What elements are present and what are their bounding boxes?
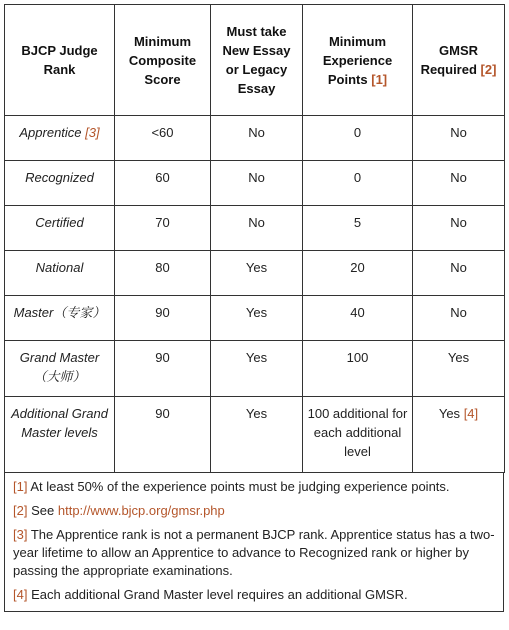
gmsr-link[interactable]: http://www.bjcp.org/gmsr.php [57,503,225,518]
table-header-row [5,5,505,116]
points-cell: 20 [303,251,413,296]
points-cell: 40 [303,296,413,341]
header-gmsr [413,5,505,116]
gmsr-label: Yes [438,406,461,421]
header-points-ref[interactable]: [1] [371,71,388,87]
footnote-text: The Apprentice rank is not a permanent BJCP rank. Apprentice status has a two-year lifetime to allow an Apprentice to advance to Recognized rank or higher by passing the appropriate examinations. [13,527,495,578]
header-rank: BJCP Judge Rank [5,5,115,116]
gmsr-cell [413,116,505,161]
gmsr-cell [413,397,505,473]
rank-cell: National [5,251,115,296]
gmsr-cell: No [413,161,505,206]
header-score: Minimum Composite Score [115,5,211,116]
footnote-ref: [4] [13,587,28,602]
essay-cell: No [211,161,303,206]
score-cell: 90 [115,341,211,397]
rank-cell: Certified [5,206,115,251]
gmsr-cell: Yes [413,341,505,397]
points-cell: 5 [303,206,413,251]
points-cell: 100 [303,341,413,397]
essay-cell: Yes [211,397,303,473]
table-row [5,116,505,161]
gmsr-ref[interactable]: [4] [463,406,479,421]
points-cell: 0 [303,161,413,206]
gmsr-cell: No [413,296,505,341]
bjcp-rank-document [4,4,504,612]
essay-cell: No [211,206,303,251]
footnote-text: At least 50% of the experience points must be judging experience points. [30,479,450,494]
footnote-2 [5,499,503,523]
footnote-ref: [3] [13,527,28,542]
score-cell: 80 [115,251,211,296]
header-points [303,5,413,116]
table-row [5,206,505,251]
header-gmsr-label: GMSR Required [420,43,478,77]
footnote-1 [5,475,503,499]
footnote-ref: [1] [13,479,28,494]
rank-label: Apprentice [19,125,82,140]
score-cell: <60 [115,116,211,161]
rank-cell: Master（专家） [5,296,115,341]
rank-cell: Grand Master（大师） [5,341,115,397]
gmsr-cell: No [413,251,505,296]
rank-cell [5,116,115,161]
score-cell: 60 [115,161,211,206]
rank-cell: Recognized [5,161,115,206]
points-cell: 100 additional for each additional level [303,397,413,473]
score-cell: 90 [115,296,211,341]
gmsr-cell: No [413,206,505,251]
footnote-4 [5,583,503,607]
footnote-text: See [31,503,55,518]
header-essay: Must take New Essay or Legacy Essay [211,5,303,116]
essay-cell: No [211,116,303,161]
points-cell: 0 [303,116,413,161]
essay-cell: Yes [211,251,303,296]
essay-cell: Yes [211,296,303,341]
gmsr-label: No [450,125,467,140]
score-cell: 90 [115,397,211,473]
table-row [5,296,505,341]
footnotes-section [4,473,504,612]
rank-ref[interactable]: [3] [85,125,100,140]
header-gmsr-ref[interactable]: [2] [480,62,497,77]
table-row [5,397,505,473]
table-row [5,161,505,206]
footnote-text: Each additional Grand Master level requires an additional GMSR. [31,587,408,602]
table-row [5,251,505,296]
essay-cell: Yes [211,341,303,397]
table-row [5,341,505,397]
score-cell: 70 [115,206,211,251]
footnote-3 [5,523,503,583]
header-points-label: Minimum Experience Points [322,33,393,87]
rank-cell: Additional Grand Master levels [5,397,115,473]
footnote-ref: [2] [13,503,28,518]
judge-rank-table [4,4,505,473]
